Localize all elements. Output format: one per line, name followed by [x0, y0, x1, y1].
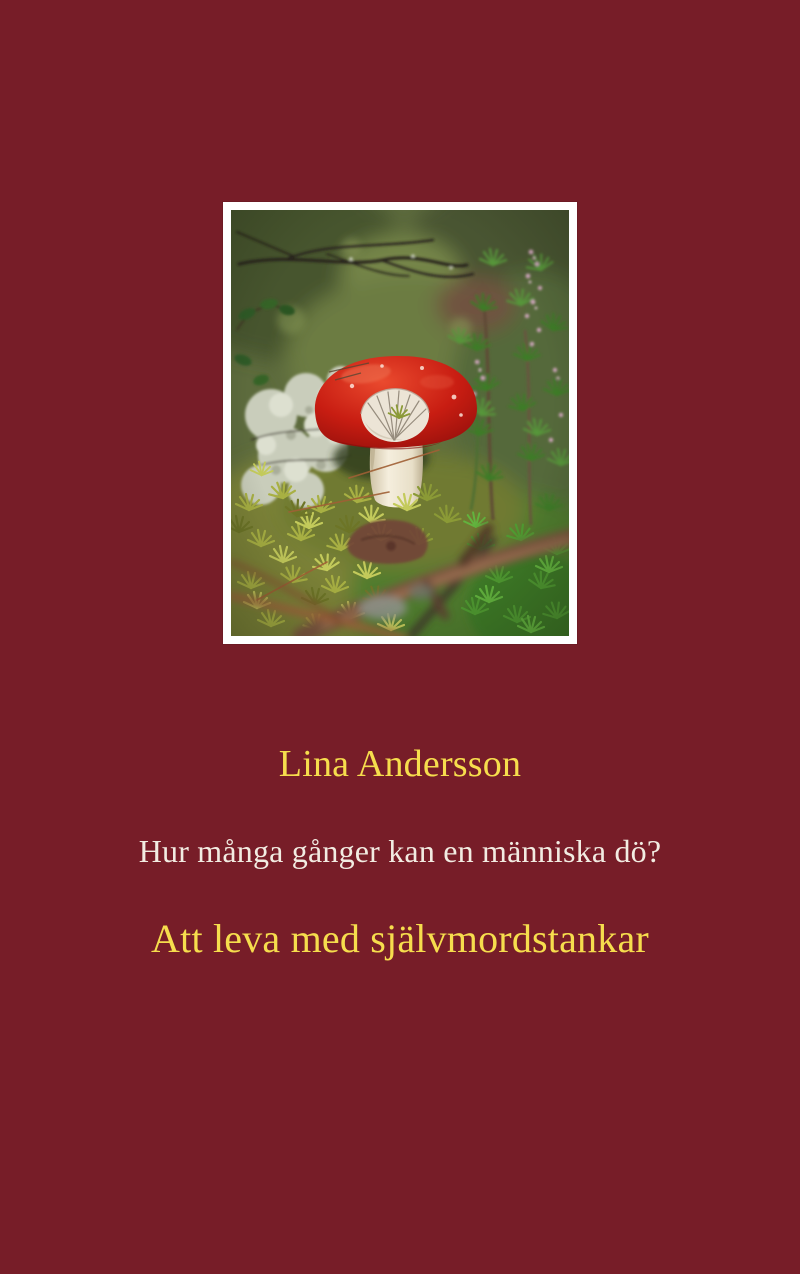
author-name: Lina Andersson: [278, 743, 522, 785]
mushroom-photo: [231, 210, 569, 636]
book-subtitle: Att leva med självmordstankar: [151, 916, 649, 961]
cover-photo-frame: [223, 202, 577, 644]
book-title: Hur många gånger kan en människa dö?: [138, 833, 662, 869]
